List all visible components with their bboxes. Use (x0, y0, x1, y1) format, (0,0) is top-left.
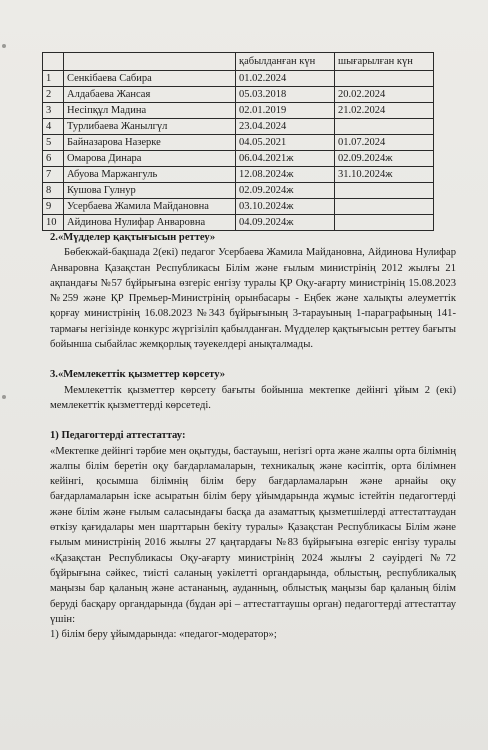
employee-name: Турлибаева Жаныл​гүл (64, 119, 236, 135)
row-number: 3 (43, 103, 64, 119)
hire-date: 04.05.2021 (236, 135, 335, 151)
section-paragraph: «Мектепке дейінгі тәрбие мен оқытуды, бастауыш, негізгі орта және жалпы орта білімнің жалпы білім беретін оқу бағдарламаларын, техникалық және кәсіптік, орта білімнен кейінгі, қосымша білімнің білім беру бағдарламаларын және арнайы оқу бағдарламаларын іске асыратын білім беру ұйымдарында жұмыс істейтін педагогтерді және білім және ғылым саласындағы басқа да азаматтық қызметшілерді аттестаттаудан өткізу қағидалары мен шарттарын бекіту туралы» Қазақстан Республикасы Білім және ғылым министрінің 2016 жылғы 27 қаңтардағы №83 бұйрығына өзгеріс енгізу туралы «Қазақстан Республикасы Оқу-ағарту министрінің 2024 жылғы 2 сәуірдегі №72 бұйрығына сәйкес, тиісті саланың уәкілетті органдарында, облыстың, республикалық маңызы бар қаланың және астананың, ауданның, облыстық маңызы бар қаланың білім беруді басқару органдарында (бұдан әрі – аттестаттаушы орган) педагогтерді аттестаттау үшін: (50, 445, 456, 625)
leave-date: 21.02.2024 (335, 103, 434, 119)
table-header-row (43, 53, 434, 71)
header-cell (64, 53, 236, 71)
leave-date (335, 215, 434, 231)
table-row (43, 71, 434, 87)
hire-date: 02.01.2019 (236, 103, 335, 119)
leave-date (335, 199, 434, 215)
row-number: 5 (43, 135, 64, 151)
section-paragraph: Бөбекжай-бақшада 2(екі) педагог Усербаева Жамила Майдановна, Айдинова Нулифар Анваровна Қазақстан Республикасы Білім және ғылым министрінің 2012 жылғы 21 ақпандағы №57 бұйрығына өзгеріс енгізу туралы ҚР Оқу-ағарту министрінің 15.08.2023 №259 және ҚР Премьер-Министрінің орынбасары - Еңбек және халықты әлеуметтік қорғау министрінің 16.08.2023 №343 бұйрығының 3-тарауының 1-параграфының 141-тармағы негізінде конкурс жүргізіліп қабылданған. Мүдделер қақтығысын реттеу бағыты бойынша сыбайлас жемқорлық тәуекелдері анықталмады. (50, 247, 456, 351)
hire-date: 23.04.2024 (236, 119, 335, 135)
employee-name: Сенкібаева Сабира (64, 71, 236, 87)
employee-name: Омарова Динара (64, 151, 236, 167)
hire-date: 01.02.2024 (236, 71, 335, 87)
employee-name: Байназарова Назерке (64, 135, 236, 151)
section-heading: 2.«Мүдделер қақтығысын реттеу» (50, 232, 216, 243)
leave-date: 01.07.2024 (335, 135, 434, 151)
document-body (50, 230, 456, 642)
table-row (43, 199, 434, 215)
row-number: 7 (43, 167, 64, 183)
hire-date: 06.04.2021ж (236, 151, 335, 167)
hire-date: 12.08.2024ж (236, 167, 335, 183)
hire-date: 04.09.2024ж (236, 215, 335, 231)
punch-hole (2, 44, 6, 48)
list-item: 1) білім беру ұйымдарында: «педагог-модератор»; (50, 629, 277, 641)
subsection-heading: 1) Педагогтерді аттестаттау: (50, 430, 186, 442)
row-number: 9 (43, 199, 64, 215)
leave-date (335, 119, 434, 135)
table-row (43, 183, 434, 199)
table-row (43, 215, 434, 231)
row-number: 10 (43, 215, 64, 231)
table-row (43, 103, 434, 119)
row-number: 6 (43, 151, 64, 167)
header-cell (43, 53, 64, 71)
table-row (43, 87, 434, 103)
hire-date: 05.03.2018 (236, 87, 335, 103)
hire-date: 02.09.2024ж (236, 183, 335, 199)
leave-date: 02.09.2024ж (335, 151, 434, 167)
employee-name: Алдабаева Жансая (64, 87, 236, 103)
employee-name: Айдинова Нулифар Анваровна (64, 215, 236, 231)
row-number: 1 (43, 71, 64, 87)
table-row (43, 119, 434, 135)
header-hired: қабылданған күн (236, 53, 335, 71)
employee-name: Абуова Маржангуль (64, 167, 236, 183)
table-row (43, 151, 434, 167)
leave-date: 31.10.2024ж (335, 167, 434, 183)
hire-date: 03.10.2024ж (236, 199, 335, 215)
table-row (43, 167, 434, 183)
row-number: 2 (43, 87, 64, 103)
staff-table (42, 52, 434, 231)
leave-date (335, 71, 434, 87)
employee-name: Усербаева Жамила Майдановна (64, 199, 236, 215)
row-number: 8 (43, 183, 64, 199)
leave-date (335, 183, 434, 199)
section-heading: 3.«Мемлекеттік қызметтер көрсету» (50, 369, 226, 381)
table-row (43, 135, 434, 151)
section-paragraph: Мемлекеттік қызметтер көрсету бағыты бойынша мектепке дейінгі ұйым 2 (екі) мемлекеттік қызметтерді көрсетеді. (50, 384, 456, 411)
leave-date: 20.02.2024 (335, 87, 434, 103)
header-left: шығарылған күн (335, 53, 434, 71)
employee-name: Несіпқұл Мадина (64, 103, 236, 119)
employee-name: Кушова Гулнур (64, 183, 236, 199)
punch-hole (2, 395, 6, 399)
row-number: 4 (43, 119, 64, 135)
